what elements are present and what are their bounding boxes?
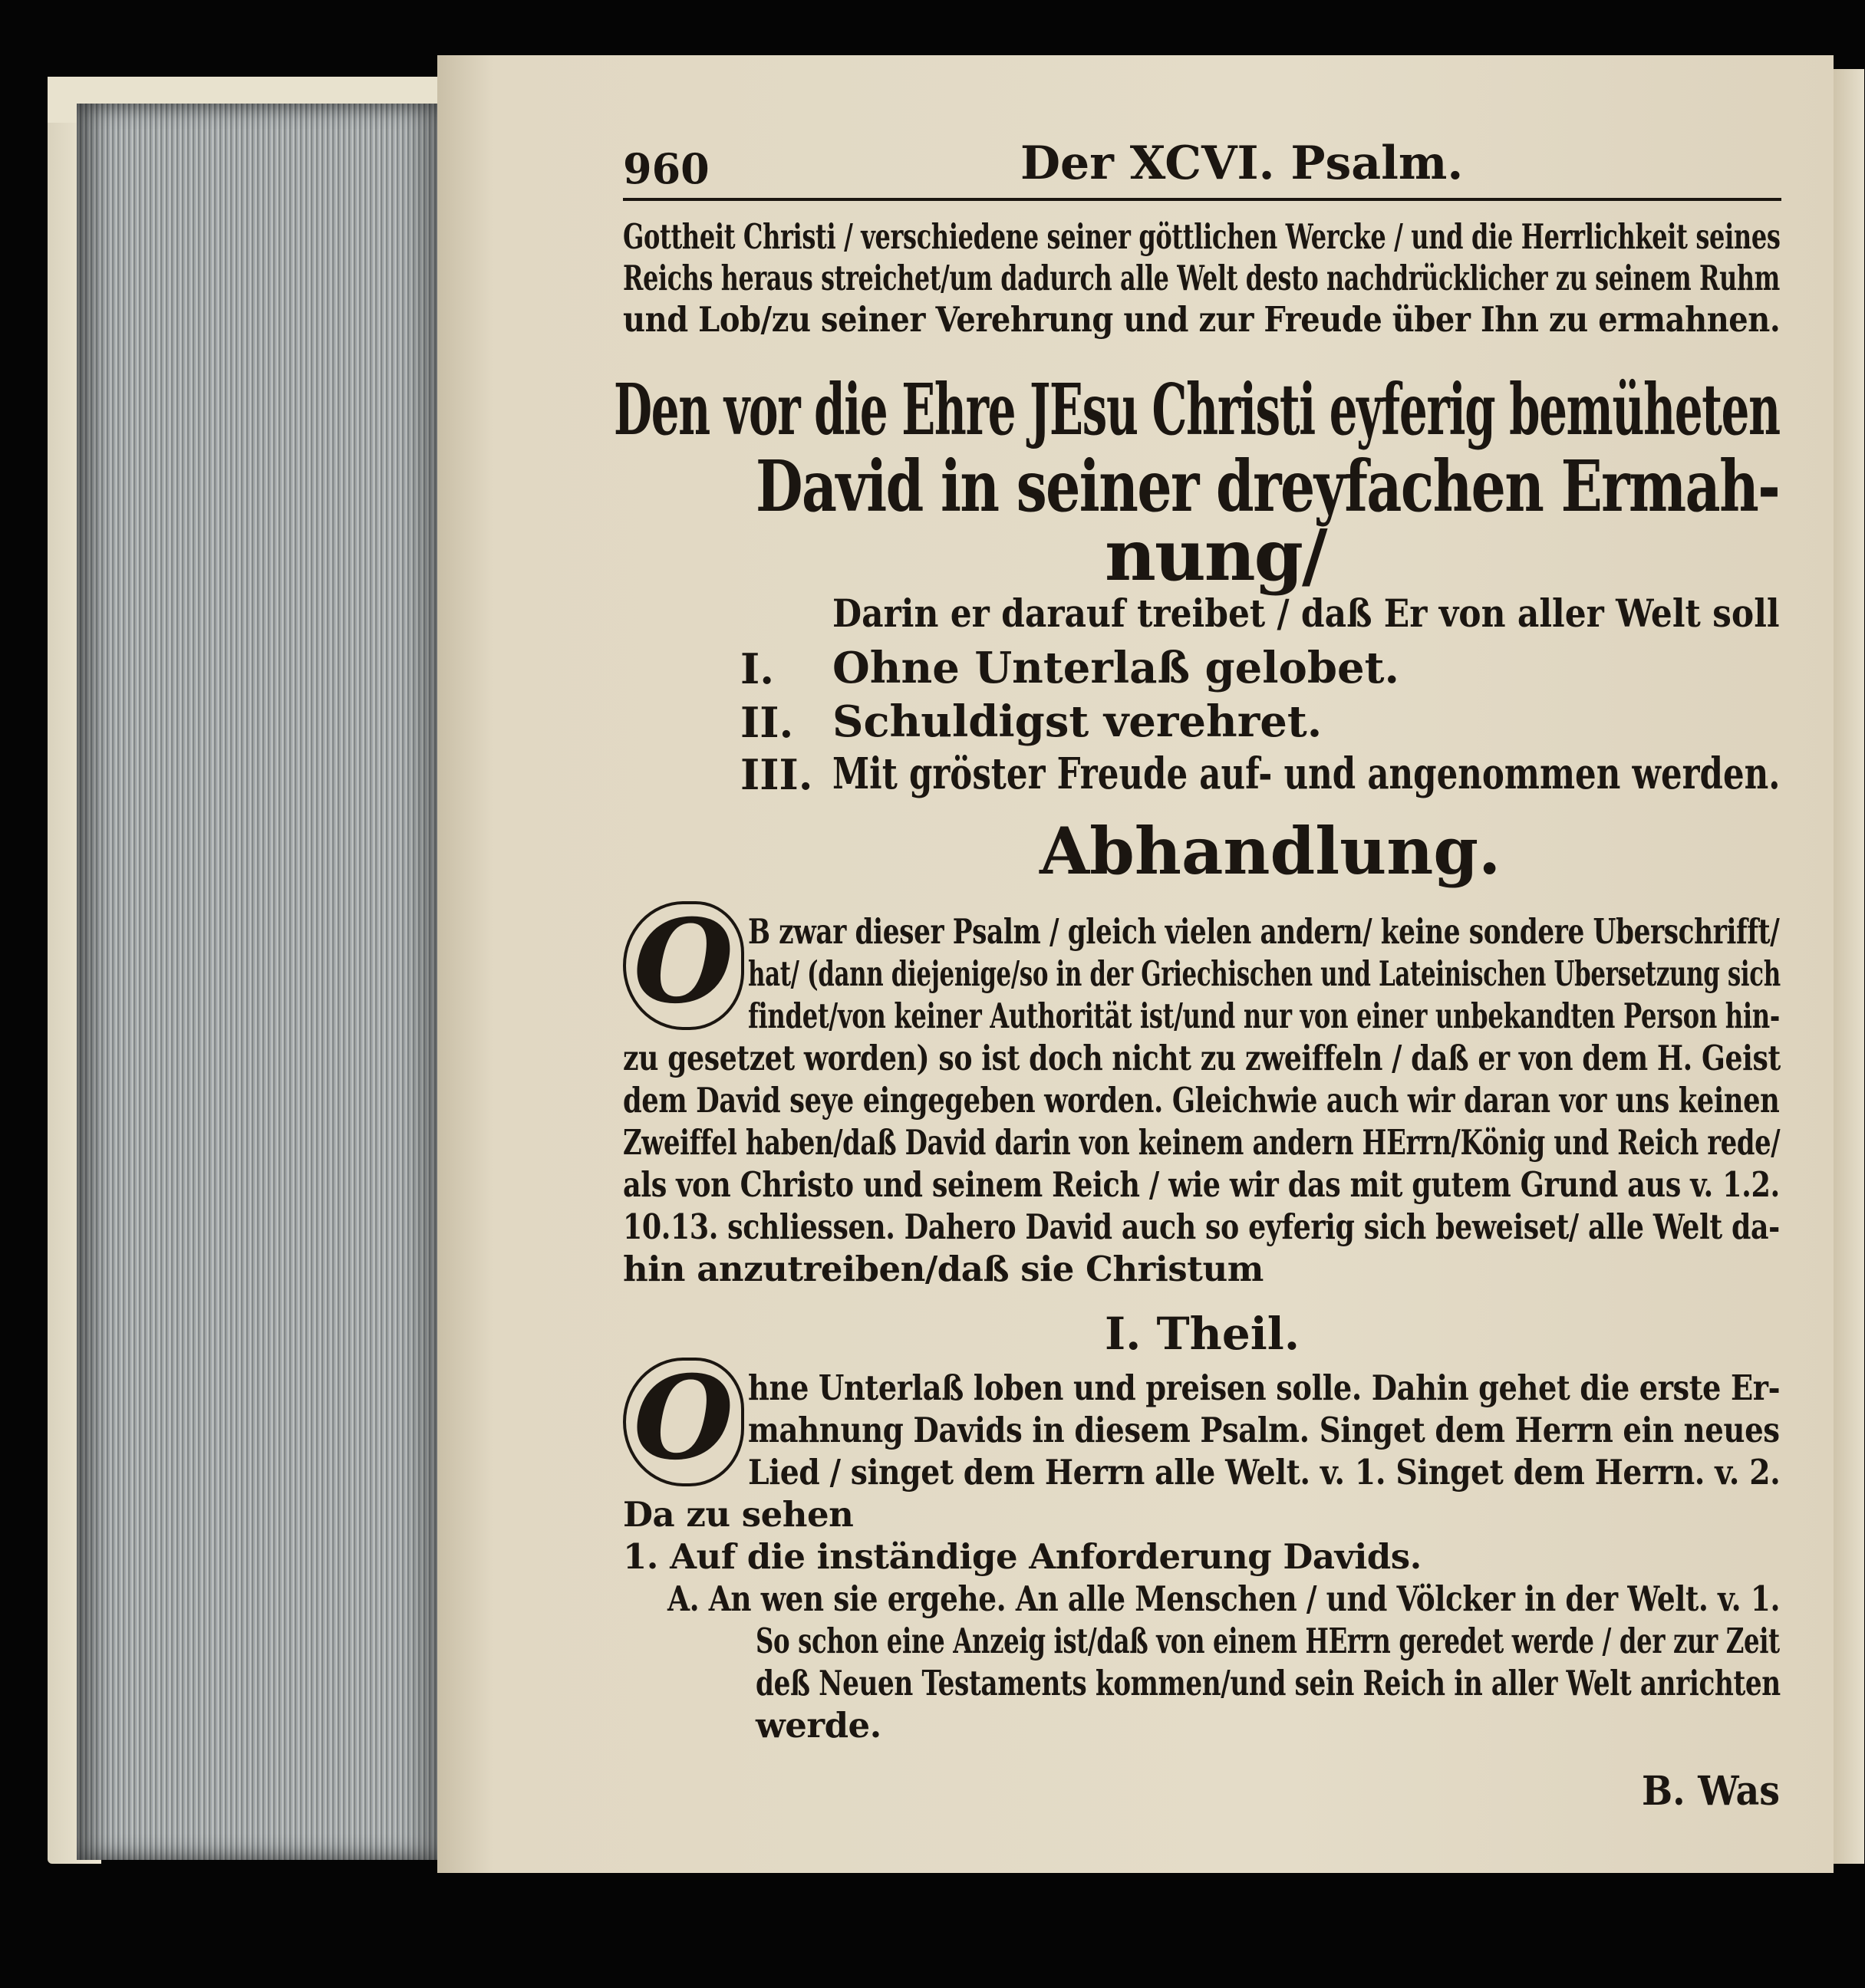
body-line: B zwar dieser Psalm / gleich vielen andern/ keine sondere Uberschrifft/	[748, 911, 1780, 952]
part-heading: I. Theil.	[1105, 1308, 1300, 1360]
title-line: David in seiner dreyfachen Ermah-	[756, 445, 1780, 528]
body-line: als von Christo und seinem Reich / wie wir das mit gutem Grund aus v. 1.2.	[623, 1164, 1780, 1205]
title-line: Den vor die Ehre JEsu Christi eyferig bemüheten	[614, 368, 1780, 451]
decorated-initial: O	[623, 901, 744, 1030]
body-line: hin anzutreiben/daß sie Christum	[623, 1249, 1264, 1289]
body-line: werde.	[756, 1705, 881, 1746]
division-number: II.	[740, 698, 794, 747]
intro-line: und Lob/zu seiner Verehrung und zur Freude über Ihn zu ermahnen.	[623, 299, 1781, 340]
body-line: hne Unterlaß loben und preisen solle. Dahin gehet die erste Er-	[748, 1368, 1781, 1408]
facing-page-edge	[1834, 69, 1864, 1864]
decorated-initial: O	[623, 1358, 744, 1486]
body-line: So schon eine Anzeig ist/daß von einem HErrn geredet werde / der zur Zeit	[756, 1621, 1780, 1661]
catchword: B. Was	[1642, 1768, 1781, 1815]
body-line: Da zu sehen	[623, 1494, 854, 1535]
subtitle: Darin er darauf treibet / daß Er von aller Welt soll	[832, 591, 1780, 636]
point-line: 1. Auf die inständige Anforderung Davids.	[623, 1536, 1422, 1577]
body-line: dem David seye eingegeben worden. Gleichwie auch wir daran vor uns keinen	[623, 1080, 1780, 1121]
point-line: A. An wen sie ergehe. An alle Menschen / und Völcker in der Welt. v. 1.	[667, 1578, 1781, 1619]
body-line: mahnung Davids in diesem Psalm. Singet dem Herrn ein neues	[748, 1410, 1780, 1450]
body-line: Lied / singet dem Herrn alle Welt. v. 1. Singet dem Herrn. v. 2.	[748, 1452, 1781, 1493]
body-line: hat/ (dann diejenige/so in der Griechischen und Lateinischen Ubersetzung sich	[748, 953, 1781, 994]
header-rule	[623, 198, 1781, 201]
section-heading: Abhandlung.	[1040, 813, 1501, 889]
division-text: Schuldigst verehret.	[832, 696, 1323, 747]
title-line: nung/	[1105, 514, 1326, 597]
body-line: deß Neuen Testaments kommen/und sein Reich in aller Welt anrichten	[756, 1663, 1781, 1703]
body-line: Zweiffel haben/daß David darin von keinem andern HErrn/König und Reich rede/	[623, 1122, 1781, 1163]
body-line: 10.13. schliessen. Dahero David auch so eyferig sich beweiset/ alle Welt da-	[623, 1206, 1780, 1247]
body-line: findet/von keiner Authorität ist/und nur von einer unbekandten Person hin-	[748, 996, 1780, 1036]
intro-line: Gottheit Christi / verschiedene seiner göttlichen Wercke / und die Herrlichkeit seines	[623, 216, 1781, 257]
intro-line: Reichs heraus streichet/um dadurch alle Welt desto nachdrücklicher zu seinem Ruhm	[623, 258, 1780, 298]
division-text: Ohne Unterlaß gelobet.	[832, 643, 1400, 693]
division-number: I.	[740, 644, 775, 693]
division-text: Mit gröster Freude auf- und angenommen werden.	[832, 749, 1781, 799]
page-edges	[77, 104, 437, 1860]
page-number: 960	[623, 144, 710, 193]
running-head: Der XCVI. Psalm.	[1020, 137, 1464, 190]
body-line: zu gesetzet worden) so ist doch nicht zu zweiffeln / daß er von dem H. Geist	[623, 1038, 1781, 1078]
division-number: III.	[740, 750, 813, 799]
